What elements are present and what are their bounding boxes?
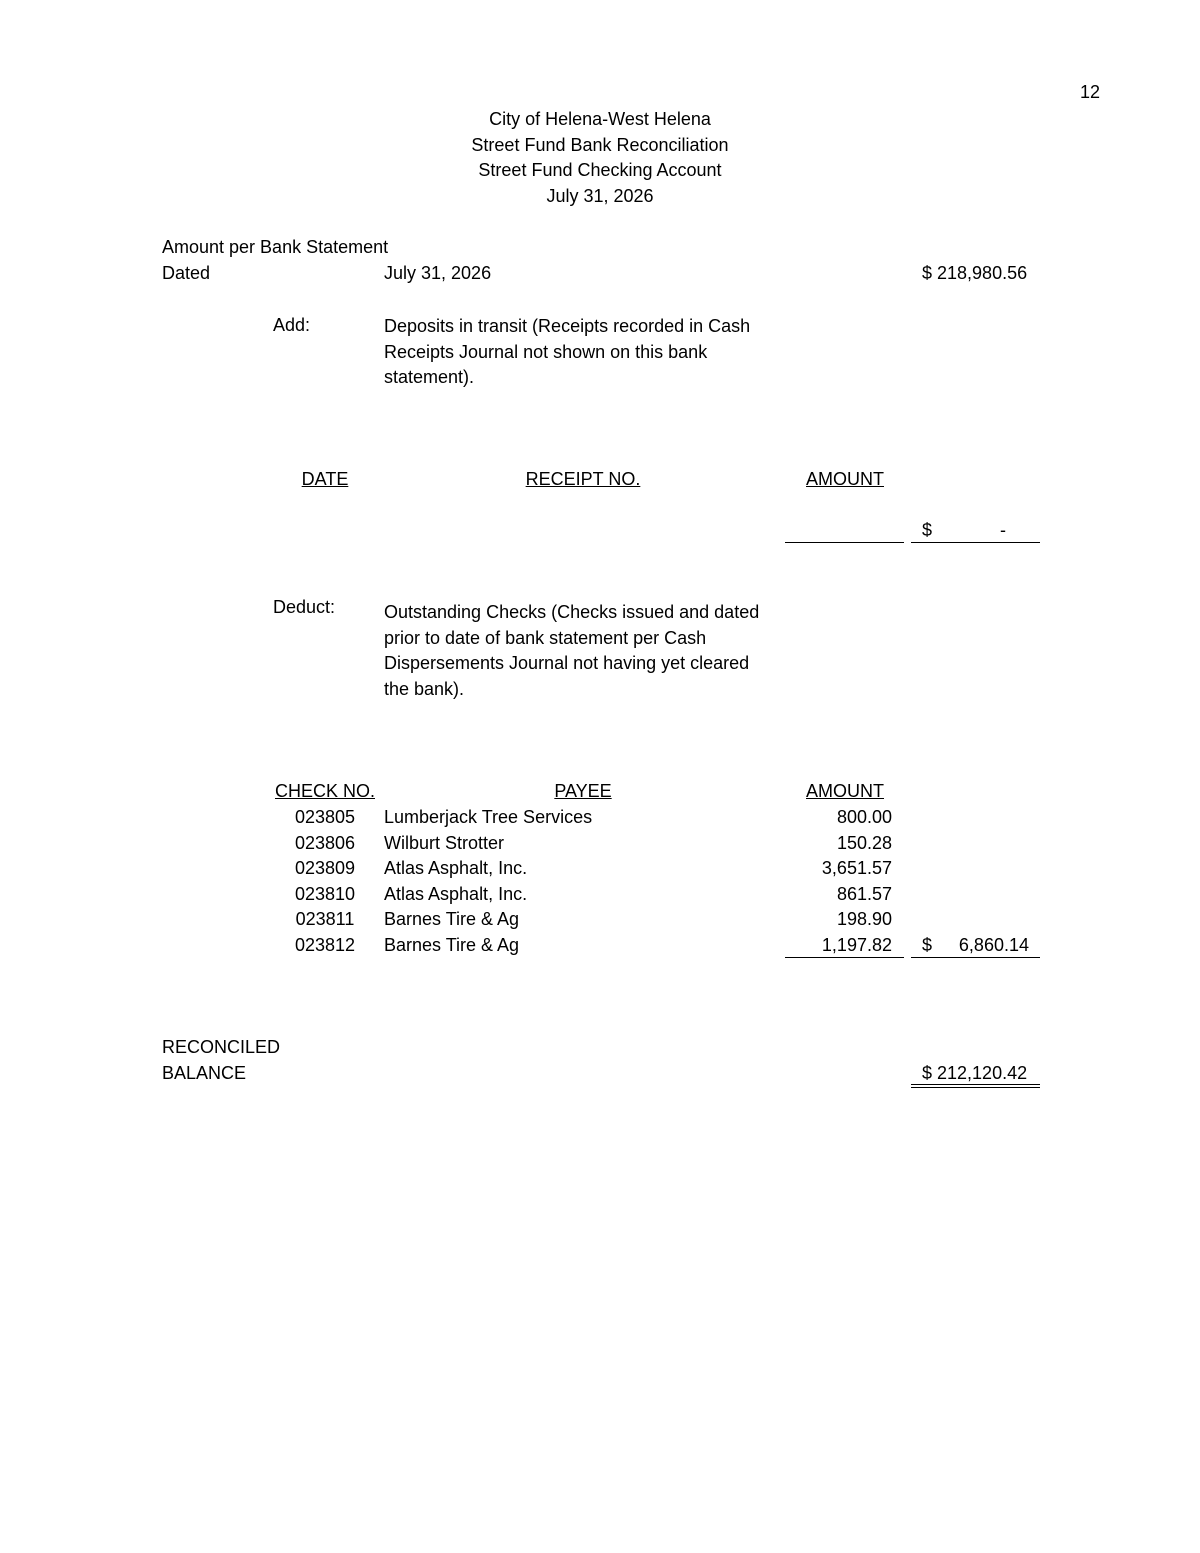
check-amount: 3,651.57 (821, 858, 892, 878)
deduct-label: Deduct: (273, 597, 336, 617)
header-receipt-no: RECEIPT NO. (525, 469, 641, 489)
header-check-amount: AMOUNT (806, 781, 884, 801)
table-row (0, 805, 1200, 831)
deposit-total-symbol: $ (922, 520, 933, 540)
check-payee: Atlas Asphalt, Inc. (384, 884, 528, 904)
reconciled-amount: $ 212,120.42 (922, 1063, 1028, 1083)
report-title-block (0, 107, 1200, 209)
check-amount: 800.00 (836, 807, 892, 827)
statement-date: July 31, 2026 (384, 263, 492, 283)
title-account: Street Fund Checking Account (478, 160, 722, 181)
check-payee: Wilburt Strotter (384, 833, 505, 853)
check-number: 023811 (295, 909, 355, 929)
check-payee: Lumberjack Tree Services (384, 807, 593, 827)
table-row (0, 856, 1200, 882)
check-number: 023810 (294, 884, 356, 904)
header-payee: PAYEE (554, 781, 612, 801)
add-label: Add: (273, 315, 311, 335)
dated-label: Dated (162, 263, 211, 283)
balance-label: BALANCE (162, 1063, 247, 1083)
checks-total-value: 6,860.14 (958, 935, 1029, 955)
reconciled-label: RECONCILED (162, 1037, 281, 1057)
check-number: 023809 (294, 858, 356, 878)
deduct-description: Outstanding Checks (Checks issued and dated prior to date of bank statement per Cash Dispersements Journal not having yet cleared the bank). (384, 602, 760, 699)
table-row (0, 882, 1200, 908)
check-payee: Barnes Tire & Ag (384, 909, 520, 929)
header-check-no: CHECK NO. (274, 781, 375, 801)
table-row (0, 907, 1200, 933)
title-city: City of Helena-West Helena (489, 109, 711, 129)
add-description: Deposits in transit (Receipts recorded in Cash Receipts Journal not shown on this bank statement). (384, 316, 751, 388)
page-number: 12 (1079, 82, 1100, 102)
check-payee: Barnes Tire & Ag (384, 935, 520, 955)
checks-subtotal-rule (785, 957, 904, 958)
check-number: 023812 (294, 935, 356, 955)
check-amount: 1,197.82 (821, 935, 892, 955)
check-amount: 150.28 (836, 833, 892, 853)
statement-amount: $ 218,980.56 (922, 263, 1028, 283)
deposit-subtotal-rule (785, 542, 904, 543)
check-amount: 861.57 (836, 884, 892, 904)
checks-total-symbol: $ (922, 935, 933, 955)
deposit-total-value: - (1000, 520, 1006, 540)
header-date: DATE (301, 469, 349, 489)
reconciled-double-rule (911, 1084, 1040, 1088)
deposit-total-rule (911, 542, 1040, 543)
check-amount: 198.90 (836, 909, 892, 929)
title-report: Street Fund Bank Reconciliation (471, 134, 729, 155)
bank-statement-label: Amount per Bank Statement (162, 237, 389, 257)
check-payee: Atlas Asphalt, Inc. (384, 858, 528, 878)
header-deposit-amount: AMOUNT (806, 469, 884, 489)
check-number: 023805 (294, 807, 356, 827)
checks-total-rule (911, 957, 1040, 958)
check-number: 023806 (294, 833, 356, 853)
title-date: July 31, 2026 (546, 185, 654, 206)
table-row (0, 831, 1200, 857)
